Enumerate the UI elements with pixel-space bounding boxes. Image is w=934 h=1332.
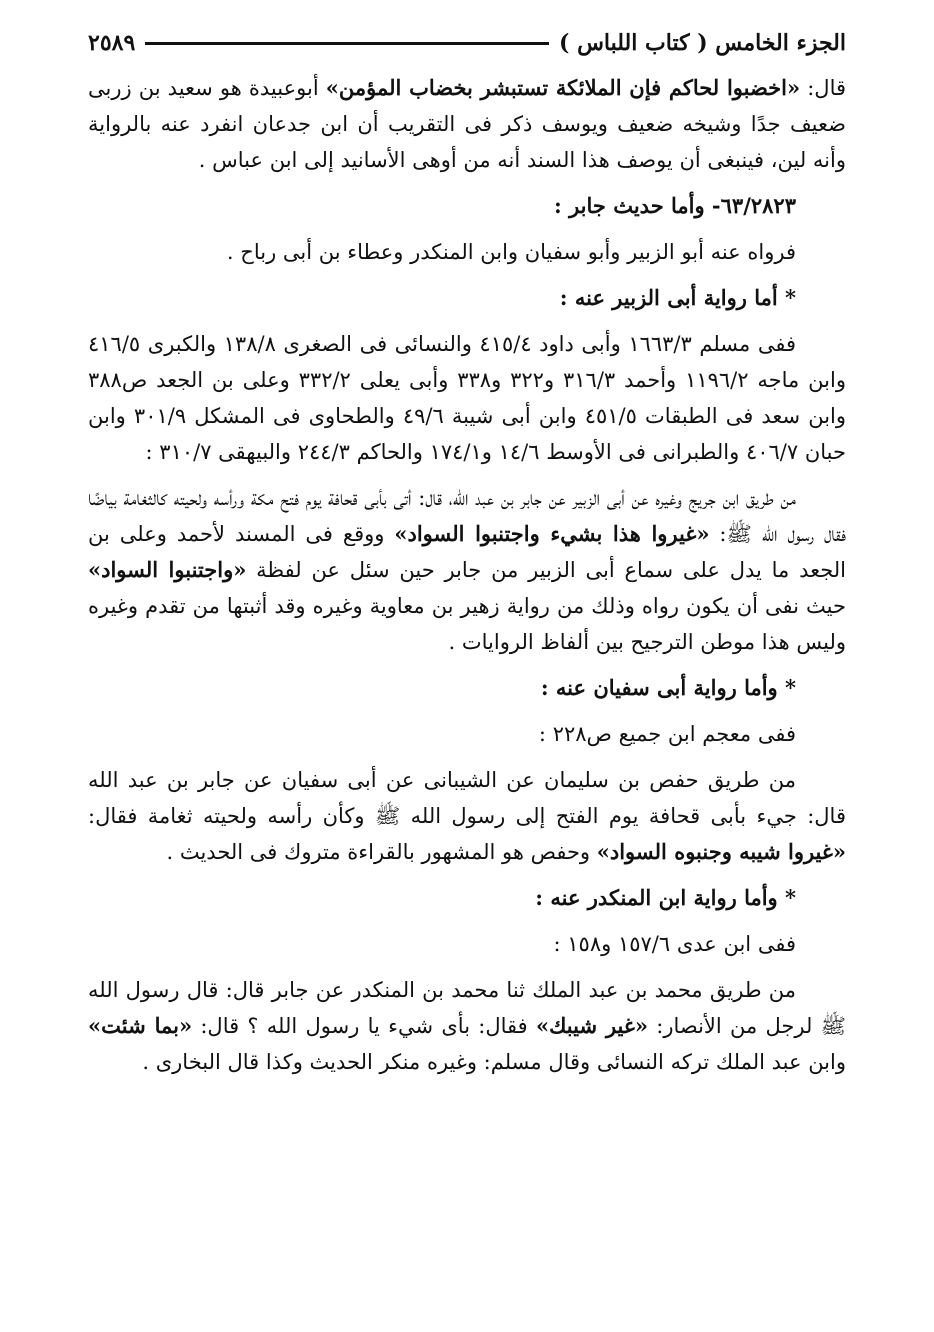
section-heading-abu-zubayr: * أما رواية أبى الزبير عنه : — [559, 285, 796, 310]
page-body — [88, 70, 846, 1080]
text-run: أبوعبيدة هو سعيد بن زربى ضعيف جدًا وشيخه ضعيف ويوسف ذكر فى التقريب أن ابن جدعان انفرد عنه بالرواية وأنه لين، فينبغى أن يوصف هذا السند أنه من أوهى الأسانيد إلى ابن عباس . — [88, 76, 846, 172]
text-run: من طريق حفص بن سليمان عن الشيبانى عن أبى سفيان عن جابر بن عبد الله قال: جيء بأبى قحافة يوم الفتح إلى رسول الله ﷺ وكأن رأسه ولحيته ثغامة فقال: — [88, 768, 846, 828]
section-heading-ibn-munkadir: * وأما رواية ابن المنكدر عنه : — [535, 885, 796, 910]
text-run: حيث نفى أن يكون رواه وذلك من رواية زهير بن معاوية وغيره وقد أثبتها من تقدم وغيره وليس هذا موطن الترجيح بين ألفاظ الروايات . — [88, 594, 846, 654]
section-heading-abu-sufyan: * وأما رواية أبى سفيان عنه : — [540, 675, 796, 700]
hadith-quote: «بما شئت» — [88, 1013, 193, 1038]
paragraph-2: فرواه عنه أبو الزبير وأبو سفيان وابن المنكدر وعطاء بن أبى رباح . — [226, 240, 796, 264]
hadith-quote: «واجتنبوا السواد» — [88, 557, 247, 582]
paragraph-4 — [88, 480, 846, 660]
running-title: الجزء الخامس ( كتاب اللباس ) — [559, 30, 846, 56]
paragraph-5: ففى معجم ابن جميع ص٢٢٨ : — [538, 722, 796, 746]
paragraph-7: ففى ابن عدى ١٥٧/٦ و١٥٨ : — [553, 932, 796, 956]
text-run: وابن عبد الملك تركه النسائى وقال مسلم: وغيره منكر الحديث وكذا قال البخارى . — [142, 1050, 846, 1074]
text-run: وحفص هو المشهور بالقراءة متروك فى الحديث . — [166, 840, 597, 864]
hadith-quote: «غيروا هذا بشيء واجتنبوا السواد» — [394, 521, 710, 546]
book-page — [88, 22, 846, 1312]
hadith-quote: «غيروا شيبه وجنبوه السواد» — [596, 839, 846, 864]
page-number: ٢٥٨٩ — [88, 30, 136, 56]
text-run: ووقع فى المسند لأحمد وعلى بن الجعد ما يدل على سماع أبى الزبير من جابر حين سئل عن لفظة — [88, 522, 847, 582]
text-run: فقال: بأى شيء يا رسول الله ؟ قال: — [192, 1014, 536, 1038]
header-rule — [145, 42, 549, 45]
hadith-quote: «غير شيبك» — [535, 1013, 648, 1038]
hadith-quote: «اخضبوا لحاكم فإن الملائكة تستبشر بخضاب المؤمن» — [325, 75, 801, 100]
text-run: من طريق محمد بن عبد الملك ثنا محمد بن المنكدر عن جابر قال: قال رسول الله ﷺ لرجل من الأنصار: — [88, 978, 847, 1038]
paragraph-3: ففى مسلم ١٦٦٣/٣ وأبى داود ٤١٥/٤ والنسائى فى الصغرى ١٣٨/٨ والكبرى ٤١٦/٥ وابن ماجه ١١٩٦/٢ وأحمد ٣١٦/٣ و٣٢٢ و٣٣٨ وأبى يعلى ٣٣٢/٢ وعلى بن الجعد ص٣٨٨ وابن سعد فى الطبقات ٤٥١/٥ وابن أبى شيبة ٤٩/٦ والطحاوى فى المشكل ٣٠١/٩ وابن حبان ٤٠٦/٧ والطبرانى فى الأوسط ١٤/٦ و١٧٤/١ والحاكم ٢٤٤/٣ والبيهقى ٣١٠/٧ : — [88, 332, 847, 464]
running-header — [88, 22, 846, 64]
paragraph-8 — [88, 972, 846, 1080]
paragraph-6 — [88, 762, 846, 870]
section-heading-jabir: ٦٣/٢٨٢٣- وأما حديث جابر : — [554, 193, 796, 218]
text-run: قال: — [800, 76, 847, 100]
paragraph-1 — [88, 70, 846, 178]
text-run: من طريق ابن جريج وغيره عن أبى الزبير عن جابر بن عبد الله، قال: أتى بأبى قحافة يوم فتح مكة ورأسه ولحيته كالثغامة بياضًا فقال رسول الله ﷺ: — [88, 486, 846, 546]
